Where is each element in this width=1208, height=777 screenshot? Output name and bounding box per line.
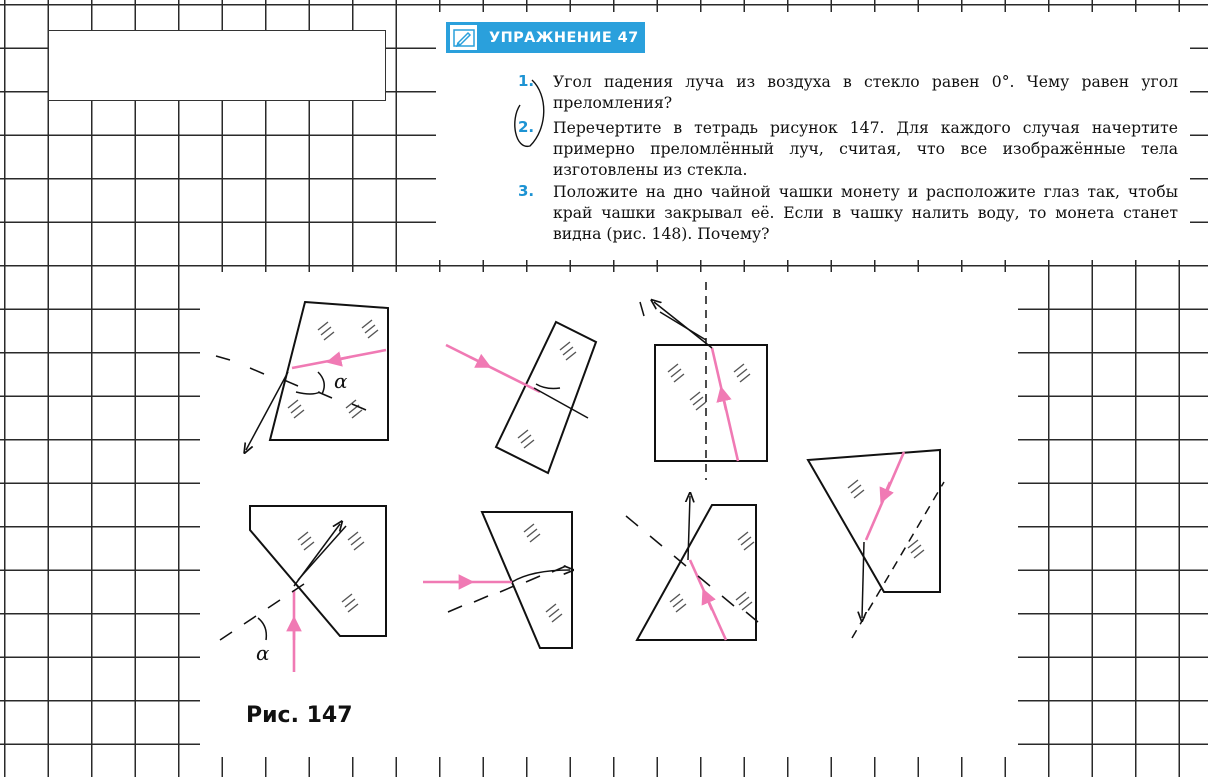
handwritten-bracket — [515, 80, 544, 146]
handwritten-angle-label: α — [334, 369, 348, 393]
glass-pentagon — [250, 506, 386, 636]
glass-tilted-plate — [496, 322, 596, 473]
task-text: Угол падения луча из воздуха в стекло равен 0°. Чему равен угол преломления? — [553, 73, 1178, 112]
glass-wedge — [482, 512, 572, 648]
glass-trapezoid — [270, 302, 388, 440]
task-number: 3. — [518, 182, 535, 200]
glass-rectangle — [655, 345, 767, 461]
task-number: 2. — [518, 118, 535, 136]
task-text: Положите на дно чайной чашки монету и расположите глаз так, чтобы край чашки закрывал её. Если в чашку налить воду, то монета станет видна (рис. 148). Почему? — [553, 183, 1178, 243]
handwritten-angle-label: α — [256, 641, 270, 665]
task-number: 1. — [518, 72, 535, 90]
figure-caption: Рис. 147 — [246, 703, 353, 728]
exercise-title: УПРАЖНЕНИЕ 47 — [489, 29, 639, 46]
task-text: Перечертите в тетрадь рисунок 147. Для каждого случая начертите примерно преломлённый луч, считая, что все изображённые тела изготовлены из стекла. — [553, 119, 1178, 179]
incident-ray — [446, 345, 540, 392]
